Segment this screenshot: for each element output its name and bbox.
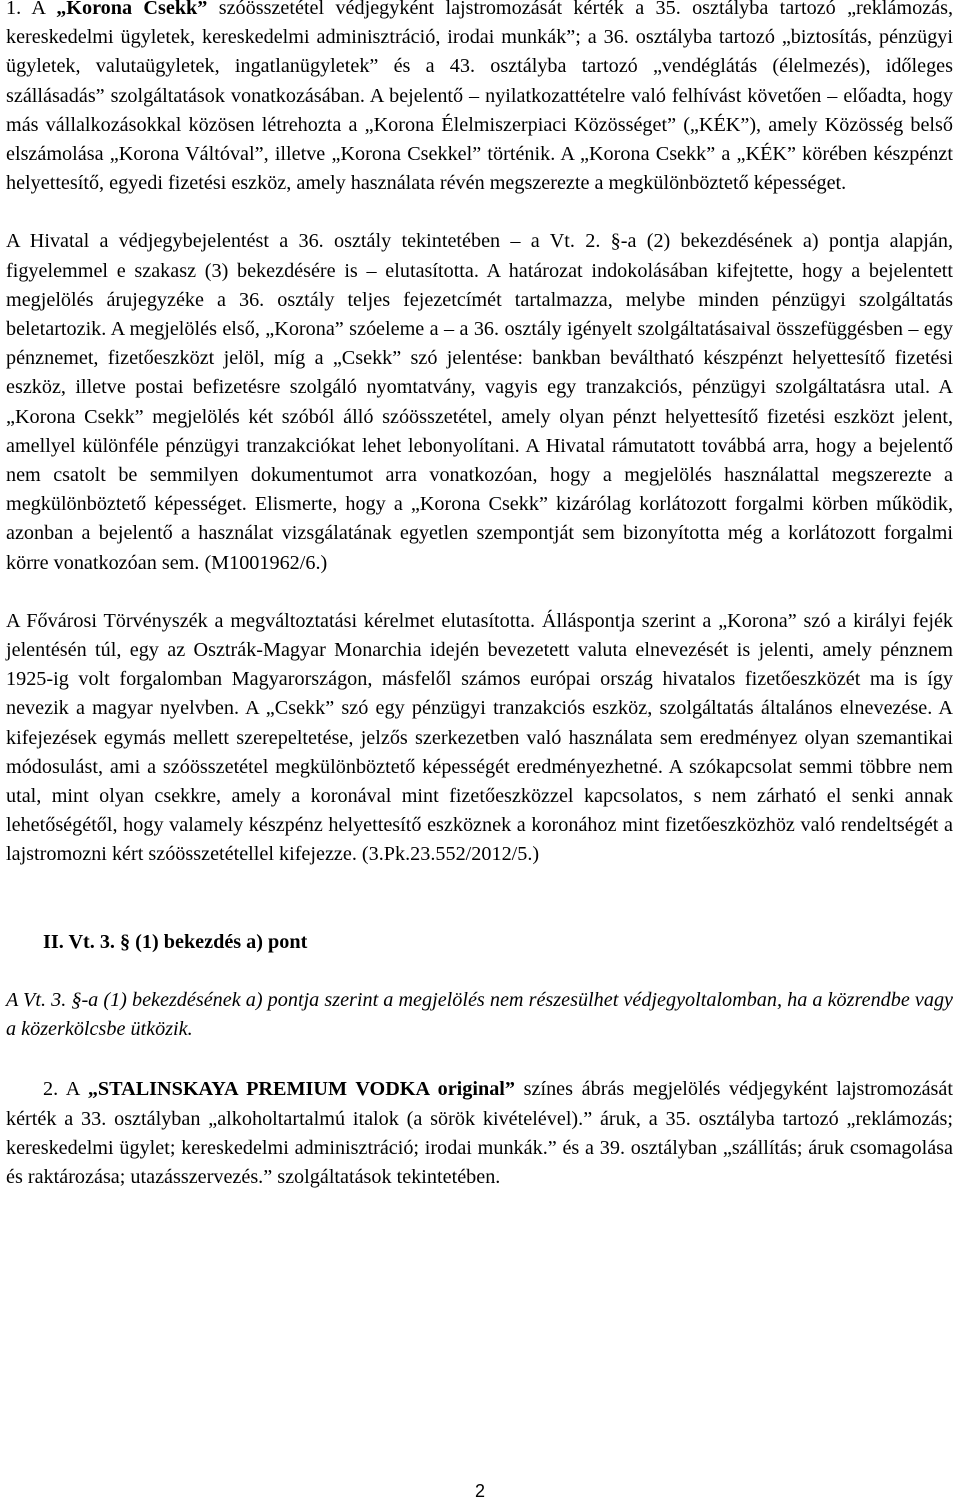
paragraph-hivatal-decision: A Hivatal a védjegybejelentést a 36. osztály tekintetében – a Vt. 2. §-a (2) bekezdésének a) pontja alapján, figyelemmel e szakasz (3) bekezdésére is – elutasította. A határozat indokolásában kifejtette, hogy a bejelentett megjelölés árujegyzéke a 36. osztály teljes fejezetcímét tartalmazza, melybe minden pénzügyi szolgáltatás beletartozik. A megjelölés első, „Korona” szóeleme a – a 36. osztály igényelt szolgáltatásaival összefüggésben – egy pénznemet, fizetőeszközt jelöl, míg a „Csekk” szó jelentése: bankban beváltható készpénzt helyettesítő fizetési eszköz, illetve postai befizetésre szolgáló nyomtatvány, vagyis egy tranzakciós, pénzügyi szolgáltatásra utal. A „Korona Csekk” megjelölés két szóból álló szóösszetétel, amely olyan pénzt helyettesítő fizetési eszközt jelent, amellyel különféle pénzügyi tranzakciókat lehet lebonyolítani. A Hivatal rámutatott továbbá arra, hogy a bejelentő nem csatolt be semmilyen dokumentumot arra vonatkozóan, hogy a megjelölés használattal megszerezte a megkülönböztető képességet. Elismerte, hogy a „Korona Csekk” kizárólag korlátozott forgalmi körben működik, azonban a bejelentő a használat vizsgálatának egyetlen szempontját sem bizonyította még a korlátozott forgalmi körre vonatkozóan sem. (M1001962/6.) <box>6 230 953 574</box>
paragraph-text: színes ábrás megjelölés védjegyként lajstromozását kérték a 33. osztályban „alkoholtartalmú italok (a sörök kivételével).” áruk, a 35. osztályba tartozó „reklámozás; kereskedelmi ügylet; kereskedelmi adminisztráció; irodai munkák.” és a 39. osztályban „szállítás; áruk csomagolása és raktározása; utazásszervezés.” szolgáltatások tekintetében. <box>6 1078 953 1188</box>
section-heading: II. Vt. 3. § (1) bekezdés a) pont <box>43 930 308 953</box>
paragraph-text: szóösszetétel védjegyként lajstromozását kérték a 35. osztályba tartozó „reklámozás, kereskedelmi ügyletek, kereskedelmi adminisztráció, irodai munkák”; a 36. osztályba tartozó „biztosítás, pénzügyi ügyletek, valutaügyletek, ingatlanügyletek” és a 43. osztályba tartozó „vendéglátás (élelmezés), időleges szállásadás” szolgáltatások vonatkozásában. <box>6 0 953 107</box>
paragraph-korona-csekk <box>6 0 953 198</box>
section-quote: A Vt. 3. §-a (1) bekezdésének a) pontja szerint a megjelölés nem részesülhet védjegyoltalomban, ha a közrendbe vagy a közerkölcsbe ütközik. <box>6 988 953 1041</box>
item-number: 1. <box>6 0 22 19</box>
page-number: 2 <box>474 1481 485 1501</box>
paragraph-lead: A <box>21 0 57 19</box>
mark-name: „STALINSKAYA PREMIUM VODKA original” <box>87 1078 515 1101</box>
paragraph-lead: A <box>58 1078 88 1101</box>
item-number: 2. <box>43 1078 59 1101</box>
paragraph-text-continued: A bejelentő – nyilatkozattételre való felhívást követően – előadta, hogy más vállalkozásokkal közösen létrehozta a „Korona Élelmiszerpiaci Közösséget” („KÉK”), amely Közösség belső elszámolása „Korona Váltóval”, illetve „Korona Csekkel” történik. A „Korona Csekk” a „KÉK” körében készpénzt helyettesítő, egyedi fizetési eszköz, amely használata révén megszerezte a megkülönböztető képességet. <box>6 84 953 195</box>
document-page <box>6 0 953 1192</box>
mark-name: „Korona Csekk” <box>56 0 208 19</box>
paragraph-court-decision: A Fővárosi Törvényszék a megváltoztatási kérelmet elutasította. Álláspontja szerint a „Korona” szó a királyi fejék jelentésén túl, egy az Osztrák-Magyar Monarchia idején bevezetett valuta elnevezését is jelenti, amely pénznem 1925-ig volt forgalomban Magyarországon, másfelől számos európai ország hivatalos fizetőeszközét ma is így nevezik a magyar nyelvben. A „Csekk” szó egy pénzügyi tranzakciós eszköz, szolgáltatás általános elnevezése. A kifejezések egymás mellett szerepeltetése, jelzős szerkezetben való használata sem eredményez olyan szemantikai módosulást, ami a szóösszetétel megkülönböztető képességét eredményezhetné. A szókapcsolat semmi többre nem utal, mint olyan csekkre, amely a koronával mint fizetőeszközzel kapcsolatos, s nem zárható el senki annak lehetőségétől, hogy valamely készpénz helyettesítő eszköznek a koronához mint fizetőeszközhöz való rendeltségét a lajstromozni kért szóösszetétellel kifejezze. (3.Pk.23.552/2012/5.) <box>6 609 953 866</box>
paragraph-stalinskaya <box>6 1075 953 1192</box>
